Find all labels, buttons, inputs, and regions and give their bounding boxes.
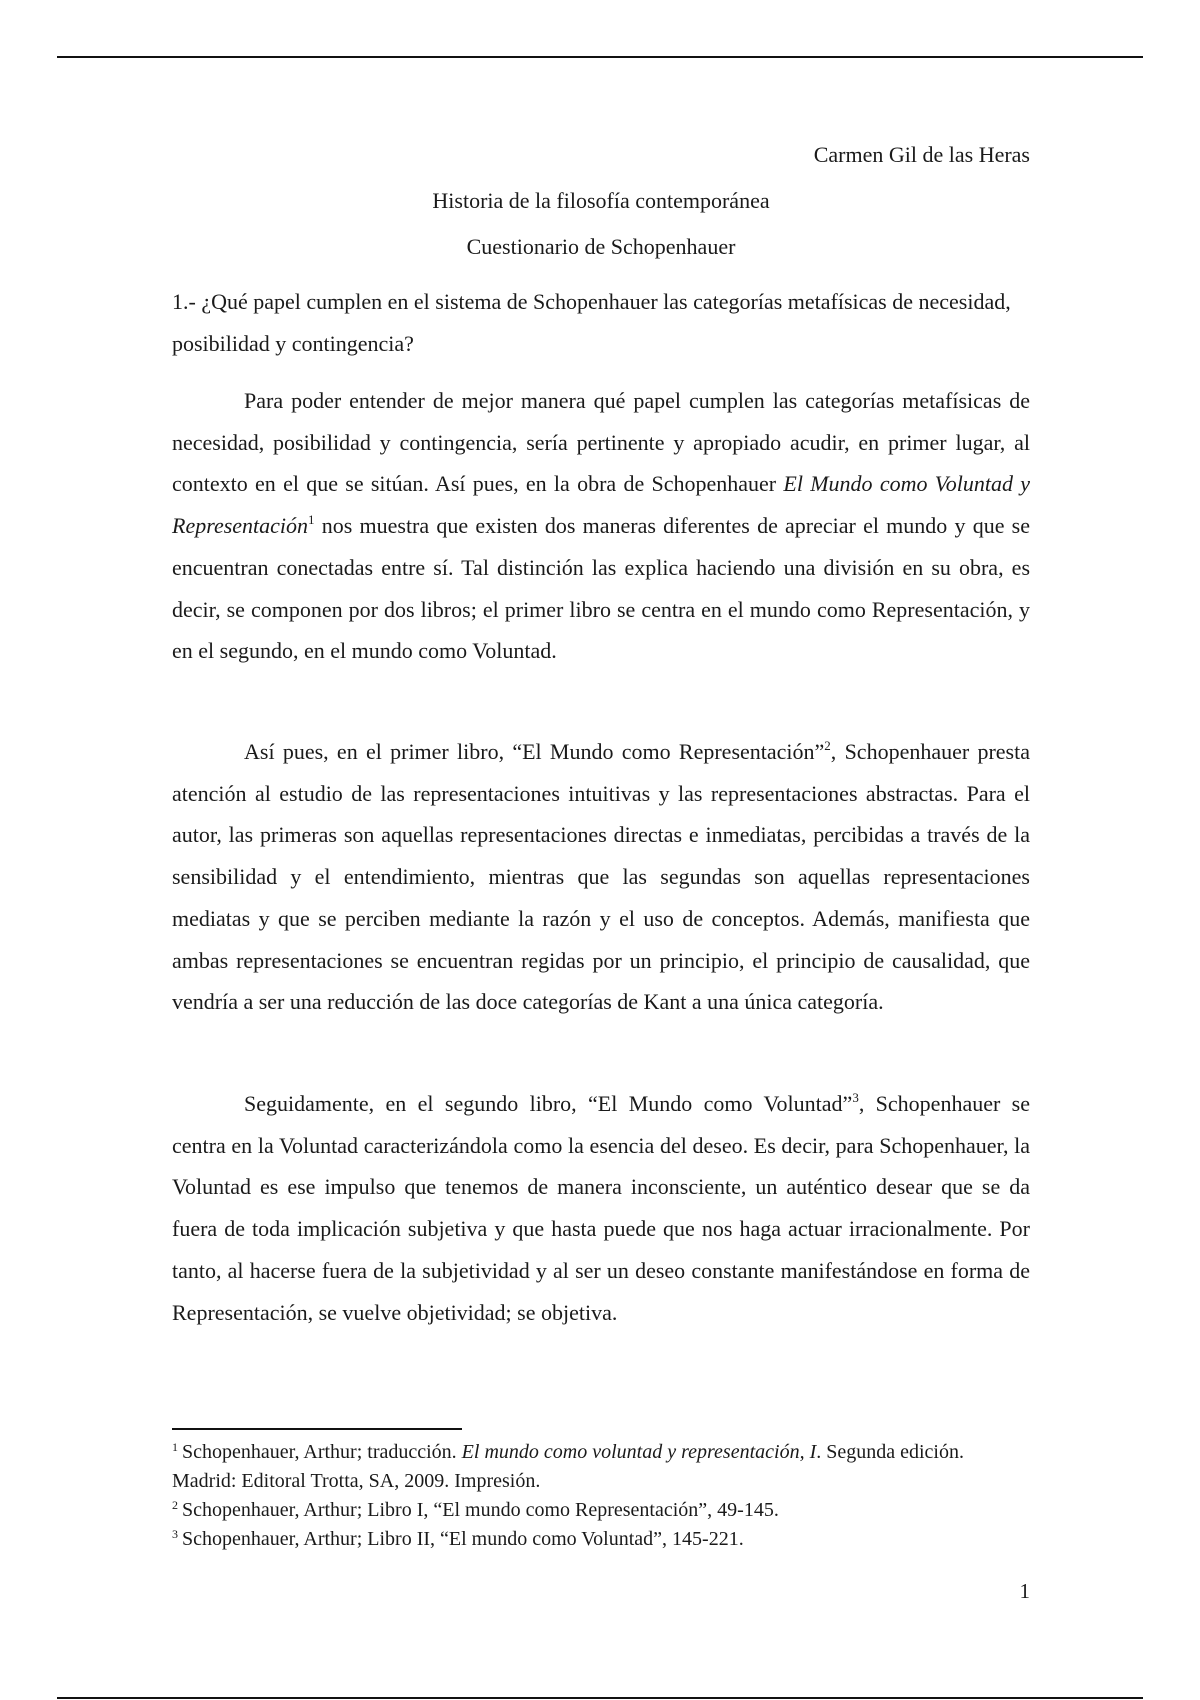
footnotes-list — [172, 1438, 1030, 1554]
paragraph-2-text-end: , Schopenhauer presta atención al estudio de las representaciones intuitivas y las representaciones abstractas. Para el autor, las primeras son aquellas representaciones directas e inmediatas, percibidas a través de la sensibilidad y el entendimiento, mientras que las segundas son aquellas representaciones mediatas y que se perciben mediante la razón y el uso de conceptos. Además, manifiesta que ambas representaciones se encuentran regidas por un principio, el principio de causalidad, que vendría a ser una reducción de las doce categorías de Kant a una única categoría. — [172, 739, 1030, 1015]
footnote-number: 2 — [172, 1498, 178, 1512]
paragraph-3-text-end: , Schopenhauer se centra en la Voluntad caracterizándola como la esencia del deseo. Es decir, para Schopenhauer, la Voluntad es ese impulso que tenemos de manera inconsciente, un auténtico desear que se da fuera de toda implicación subjetiva y que hasta puede que nos haga actuar irracionalmente. Por tanto, al hacerse fuera de la subjetividad y al ser un deseo constante manifestándose en forma de Representación, se vuelve objetividad; se objetiva. — [172, 1091, 1031, 1325]
paragraph-1-text-end: nos muestra que existen dos maneras diferentes de apreciar el mundo y que se encuentran conectadas entre sí. Tal distinción las explica haciendo una división en su obra, es decir, se componen por dos libros; el primer libro se centra en el mundo como Representación, y en el segundo, en el mundo como Voluntad. — [172, 513, 1030, 664]
footnote-title: El mundo como voluntad y representación, I — [461, 1441, 817, 1463]
footnote-text: Schopenhauer, Arthur; Libro I, “El mundo como Representación”, 49-145. — [182, 1499, 779, 1521]
paragraph-1-text-start: Para poder entender de mejor manera qué papel cumplen las categorías metafísicas de necesidad, posibilidad y contingencia, sería pertinente y apropiado acudir, en primer lugar, al contexto en el que se sitúan. Así pues, en la obra de Schopenhauer — [172, 388, 1030, 497]
footnote-1 — [172, 1438, 1030, 1496]
document-title: Cuestionario de Schopenhauer — [466, 234, 736, 259]
footnote-text: . Segunda edición. Madrid: Editoral Trotta, SA, 2009. Impresión. — [172, 1441, 964, 1492]
footnote-ref-3: 3 — [852, 1090, 859, 1105]
paragraph-2 — [172, 731, 1030, 1023]
paragraph-1 — [172, 380, 1030, 672]
footnote-3 — [172, 1525, 1030, 1554]
paragraph-3 — [172, 1083, 1030, 1333]
footnote-2 — [172, 1496, 1030, 1525]
author-name: Carmen Gil de las Heras — [813, 142, 1030, 167]
footnote-ref-2: 2 — [824, 738, 831, 753]
course-title: Historia de la filosofía contemporánea — [432, 188, 770, 213]
footnote-text: Schopenhauer, Arthur; traducción. — [182, 1441, 462, 1463]
footnote-separator — [172, 1428, 462, 1430]
page-number: 1 — [1019, 1579, 1030, 1603]
footnote-text: Schopenhauer, Arthur; Libro II, “El mundo como Voluntad”, 145-221. — [182, 1528, 744, 1550]
page-bottom-rule — [57, 1697, 1143, 1699]
work-title: El Mundo como Voluntad y Representación — [172, 471, 1031, 539]
footnote-ref-1: 1 — [308, 512, 315, 528]
footnote-number: 3 — [172, 1527, 178, 1541]
question-heading: 1.- ¿Qué papel cumplen en el sistema de Schopenhauer las categorías metafísicas de necesidad, posibilidad y contingencia? — [172, 289, 1011, 356]
footnote-number: 1 — [172, 1440, 178, 1454]
paragraph-2-text-start: Así pues, en el primer libro, “El Mundo como Representación” — [244, 739, 825, 764]
paragraph-3-text-start: Seguidamente, en el segundo libro, “El Mundo como Voluntad” — [244, 1091, 853, 1116]
page-top-rule — [57, 56, 1143, 58]
